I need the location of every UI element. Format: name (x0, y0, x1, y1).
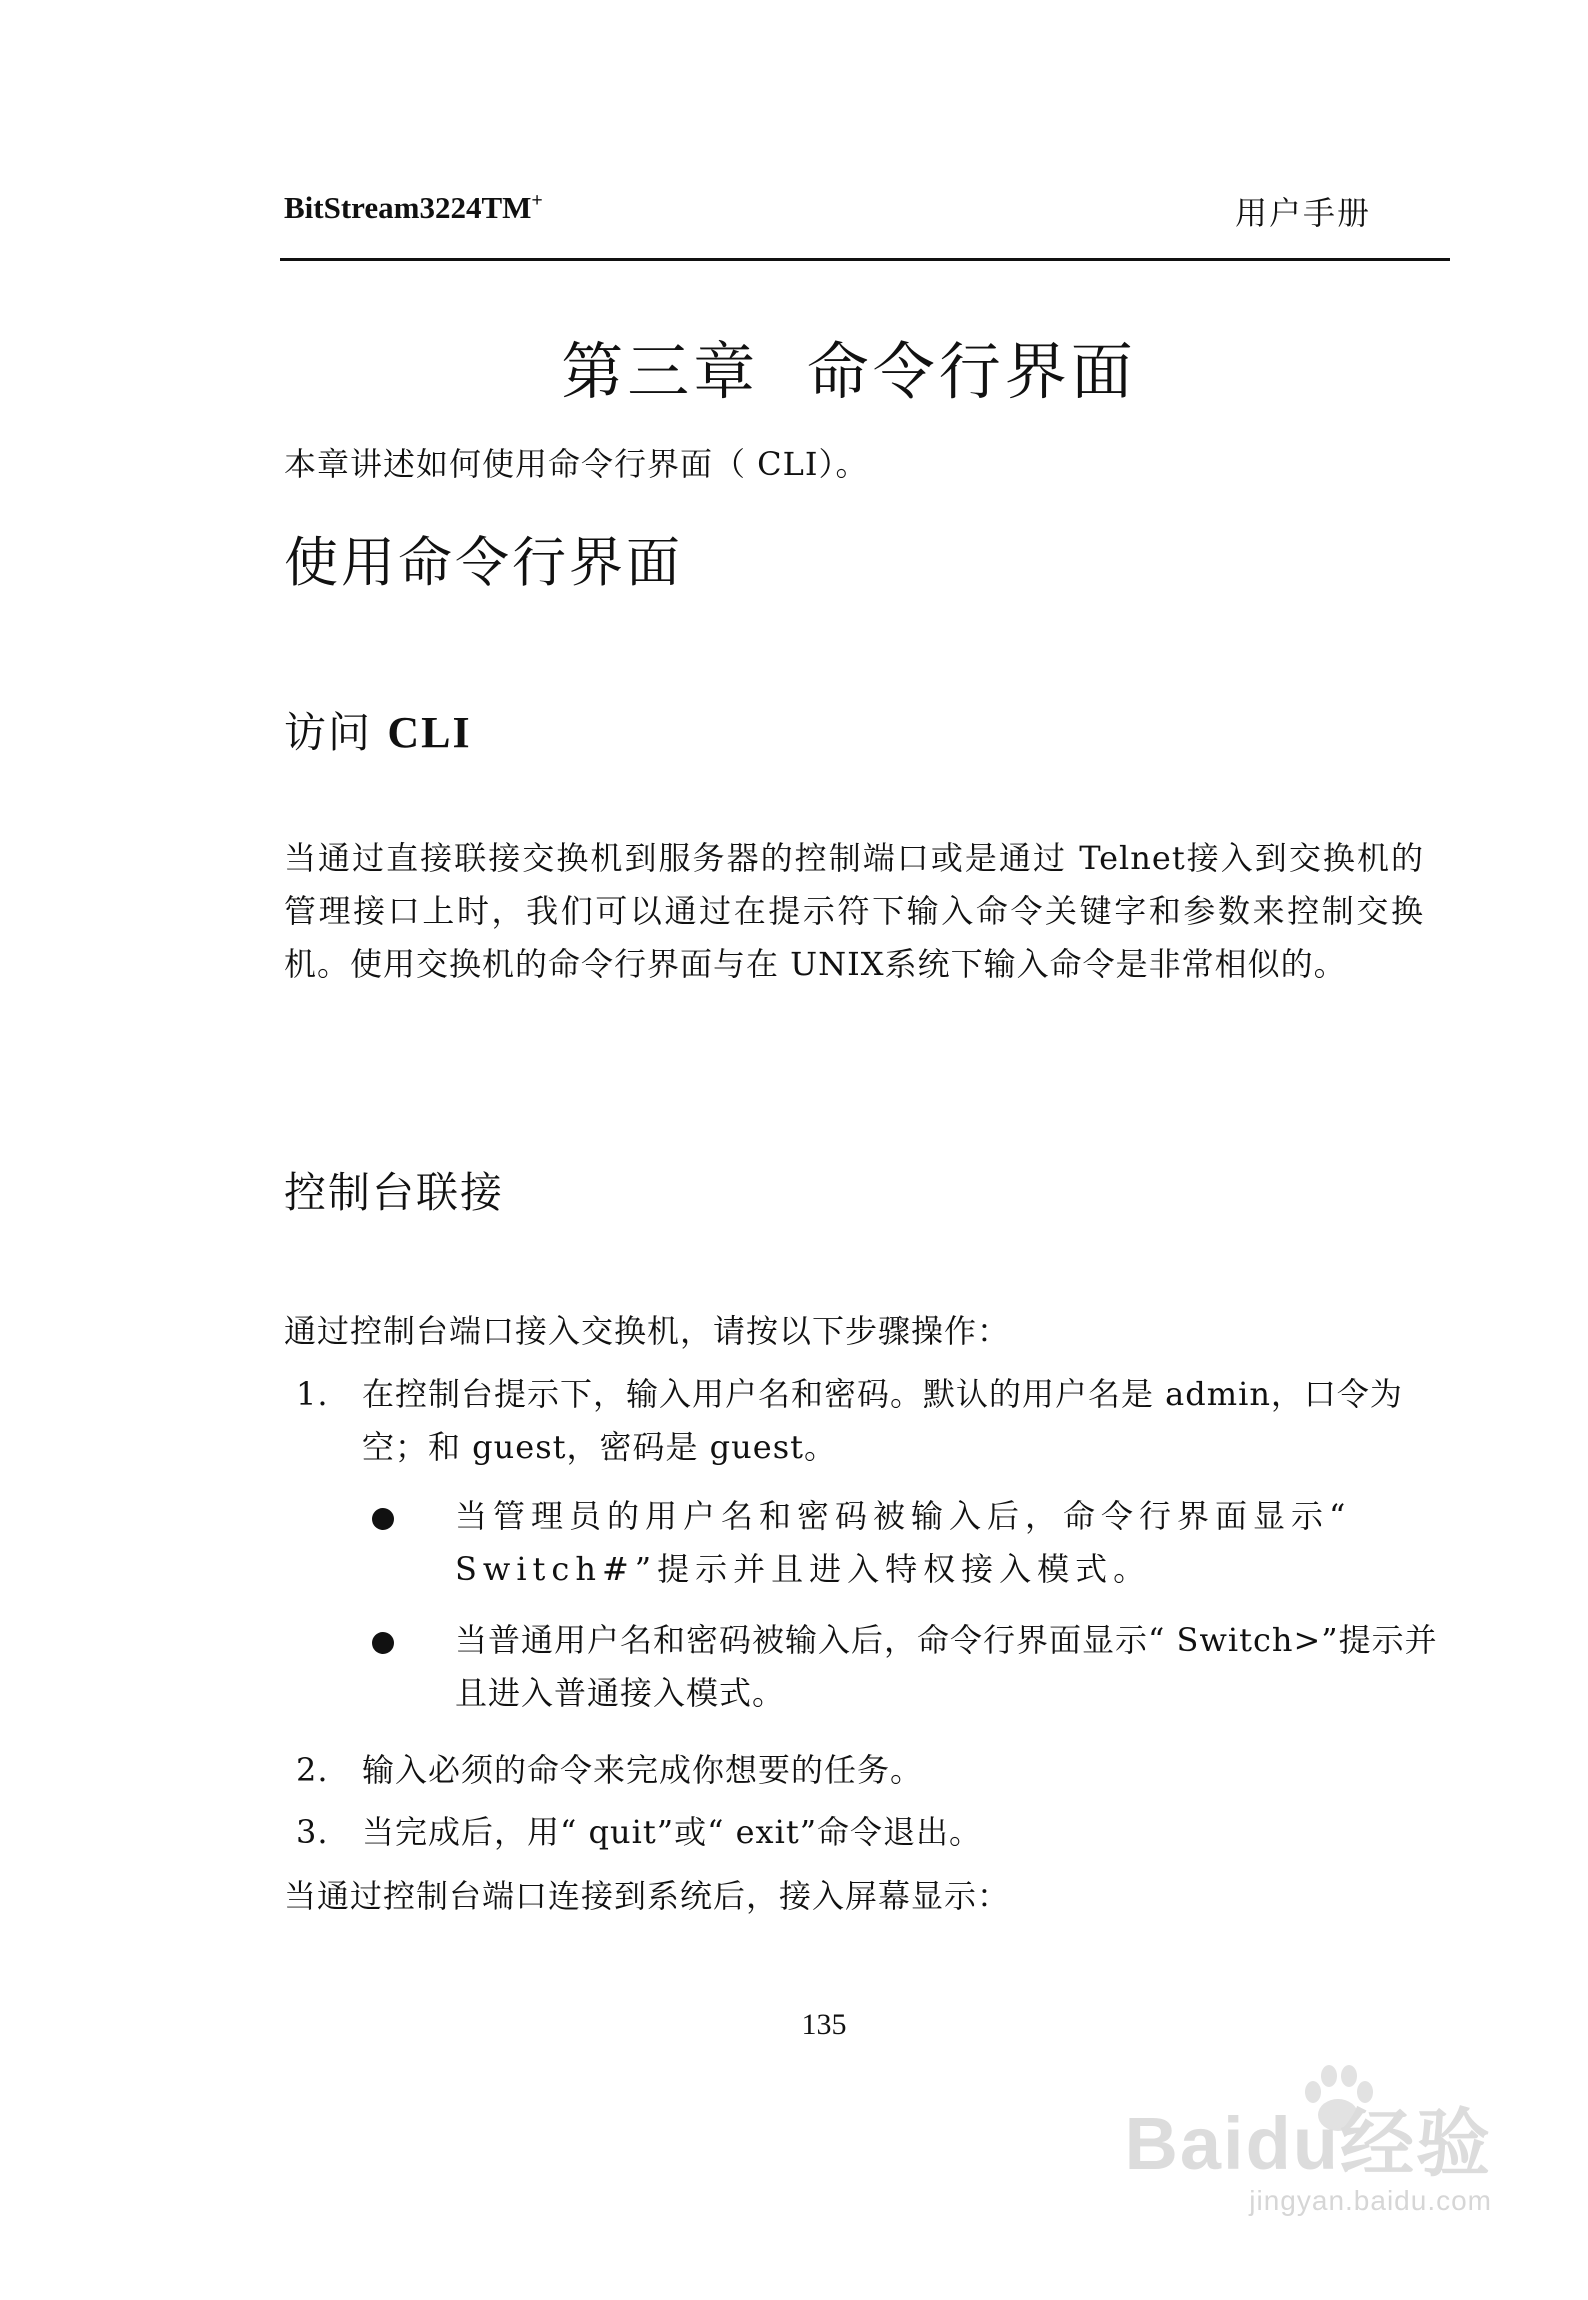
intro-text: 本章讲述如何使用命令行界面（ CLI）。 (284, 445, 869, 483)
access-heading-prefix: 访问 (284, 708, 388, 757)
section-title: 使用命令行界面 (284, 531, 683, 594)
page-number: 135 (801, 2008, 847, 2041)
bullet-text: 当普通用户名和密码被输入后，命令行界面显示“ Switch>”提示并且进入普通接入模式。 (455, 1621, 1438, 1712)
header-right-label: 用户手册 (1234, 194, 1371, 232)
bullet-dot (372, 1508, 394, 1530)
header-rule (280, 258, 1450, 261)
bullet-text: 当管理员的用户名和密码被输入后，命令行界面显示“ Switch#”提示并且进入特权接入模式。 (455, 1497, 1352, 1588)
header-title (284, 190, 543, 226)
access-cli-heading (284, 700, 472, 760)
step-number: 1. (296, 1375, 329, 1413)
bullet-dot (372, 1632, 394, 1654)
header-title-text: BitStream3224TM (284, 190, 532, 225)
watermark-sub: jingyan.baidu.com (1249, 2185, 1492, 2216)
console-after-text: 当通过控制台端口连接到系统后，接入屏幕显示： (284, 1877, 1011, 1915)
chapter-title: 第三章 命令行界面 (561, 335, 1137, 408)
step-number: 2. (296, 1751, 329, 1789)
console-heading: 控制台联接 (284, 1168, 505, 1217)
step-text: 当完成后，用“ quit”或“ exit”命令退出。 (362, 1813, 983, 1851)
step-text: 输入必须的命令来完成你想要的任务。 (362, 1751, 924, 1789)
watermark-main: Baidu经验 (1124, 2102, 1492, 2185)
header-title-sup: + (531, 189, 543, 212)
console-intro: 通过控制台端口接入交换机，请按以下步骤操作： (284, 1312, 1011, 1350)
step-text: 在控制台提示下，输入用户名和密码。默认的用户名是 admin，口令为空；和 guest，密码是 guest。 (362, 1375, 1403, 1466)
access-paragraph: 当通过直接联接交换机到服务器的控制端口或是通过 Telnet接入到交换机的管理接口上时，我们可以通过在提示符下输入命令关键字和参数来控制交换机。使用交换机的命令行界面与在 UNIX系统下输入命令是非常相似的。 (284, 839, 1424, 983)
step-number: 3. (296, 1813, 329, 1851)
access-heading-cli: CLI (387, 708, 472, 757)
watermark (1124, 2085, 1492, 2217)
